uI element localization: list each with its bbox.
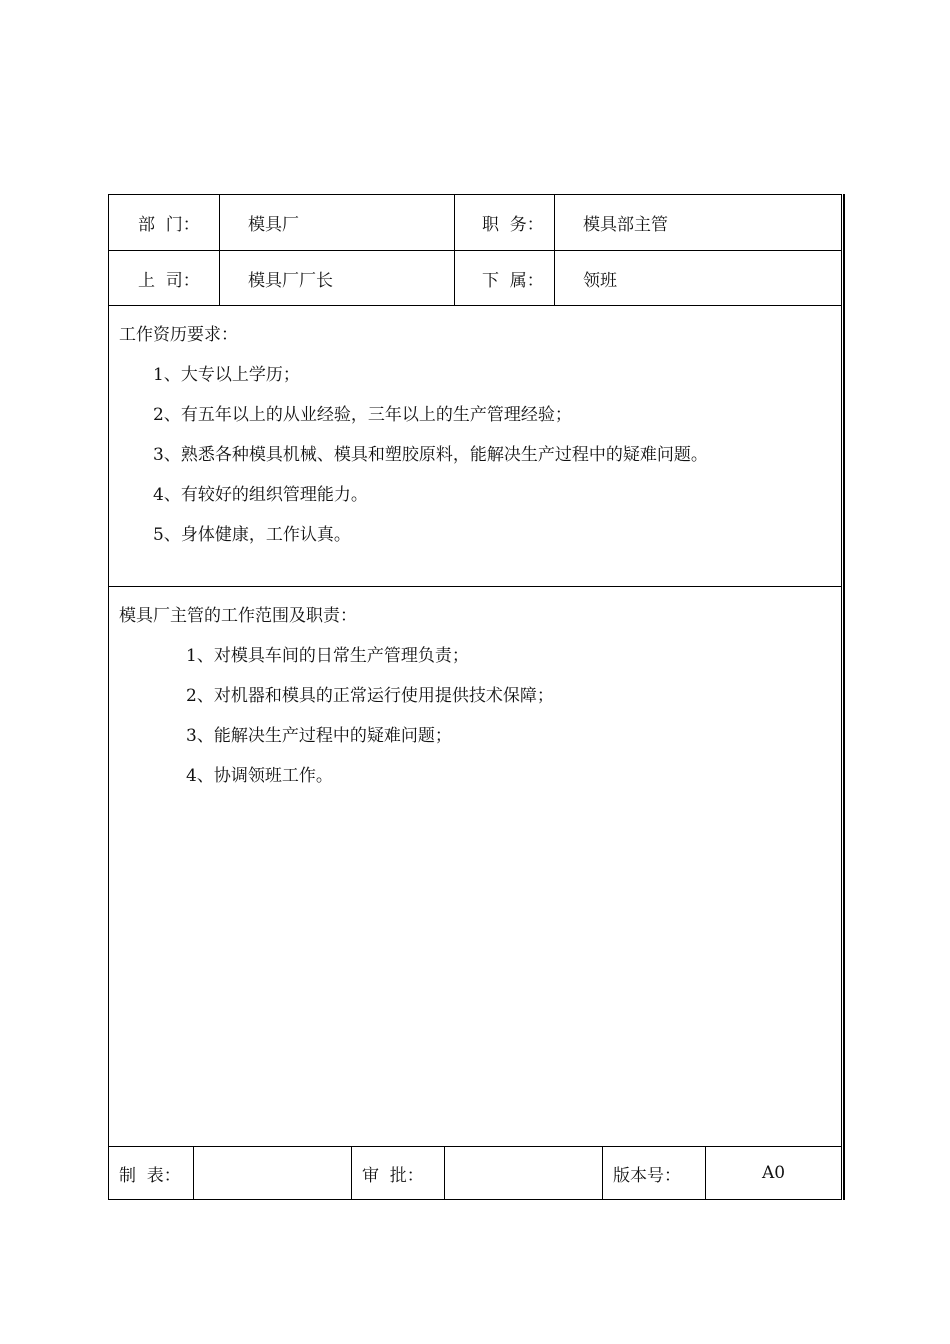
- job-description-form: [108, 194, 842, 1200]
- version-label-cell: [602, 1147, 705, 1199]
- subordinate-label-cell: [454, 251, 554, 305]
- prepared-value-cell[interactable]: [193, 1147, 351, 1199]
- version-value-cell: [705, 1147, 841, 1199]
- duty-item: 1、对模具车间的日常生产管理负责；: [186, 646, 469, 666]
- subordinate-value-cell: [554, 251, 841, 305]
- subordinate-value: 领班: [583, 270, 617, 291]
- duty-item: 2、对机器和模具的正常运行使用提供技术保障；: [186, 686, 554, 706]
- footer-row: [109, 1147, 841, 1199]
- version-label: 版本号：: [613, 1165, 681, 1186]
- position-value: 模具部主管: [583, 215, 668, 235]
- header-row-2: [109, 251, 841, 306]
- duty-item: 3、能解决生产过程中的疑难问题；: [186, 726, 452, 746]
- dept-label-cell: [109, 195, 219, 250]
- superior-label: 上 司：: [138, 270, 200, 291]
- approved-label: 审 批：: [362, 1165, 424, 1186]
- requirement-item: 3、熟悉各种模具机械、模具和塑胶原料，能解决生产过程中的疑难问题。: [153, 445, 708, 465]
- header-row-1: [109, 195, 841, 251]
- requirements-section: [109, 306, 841, 587]
- subordinate-label: 下 属：: [482, 270, 544, 291]
- approved-label-cell: [351, 1147, 444, 1199]
- position-value-cell: [554, 195, 841, 250]
- superior-label-cell: [109, 251, 219, 305]
- duties-title: 模具厂主管的工作范围及职责：: [119, 606, 357, 626]
- requirement-item: 2、有五年以上的从业经验，三年以上的生产管理经验；: [153, 405, 572, 425]
- superior-value: 模具厂厂长: [248, 270, 333, 291]
- prepared-label-cell: [109, 1147, 193, 1199]
- prepared-label: 制 表：: [119, 1165, 181, 1186]
- superior-value-cell: [219, 251, 454, 305]
- approved-value-cell[interactable]: [444, 1147, 602, 1199]
- dept-label: 部 门：: [138, 215, 200, 235]
- duty-item: 4、协调领班工作。: [186, 766, 333, 786]
- version-value: A0: [761, 1163, 786, 1183]
- duties-section: [109, 587, 841, 1147]
- position-label: 职 务：: [482, 215, 544, 235]
- requirement-item: 4、有较好的组织管理能力。: [153, 485, 368, 505]
- dept-value: 模具厂: [248, 215, 299, 235]
- requirement-item: 1、大专以上学历；: [153, 365, 300, 385]
- dept-value-cell: [219, 195, 454, 250]
- requirements-title: 工作资历要求：: [119, 325, 238, 345]
- position-label-cell: [454, 195, 554, 250]
- requirement-item: 5、身体健康，工作认真。: [153, 525, 351, 545]
